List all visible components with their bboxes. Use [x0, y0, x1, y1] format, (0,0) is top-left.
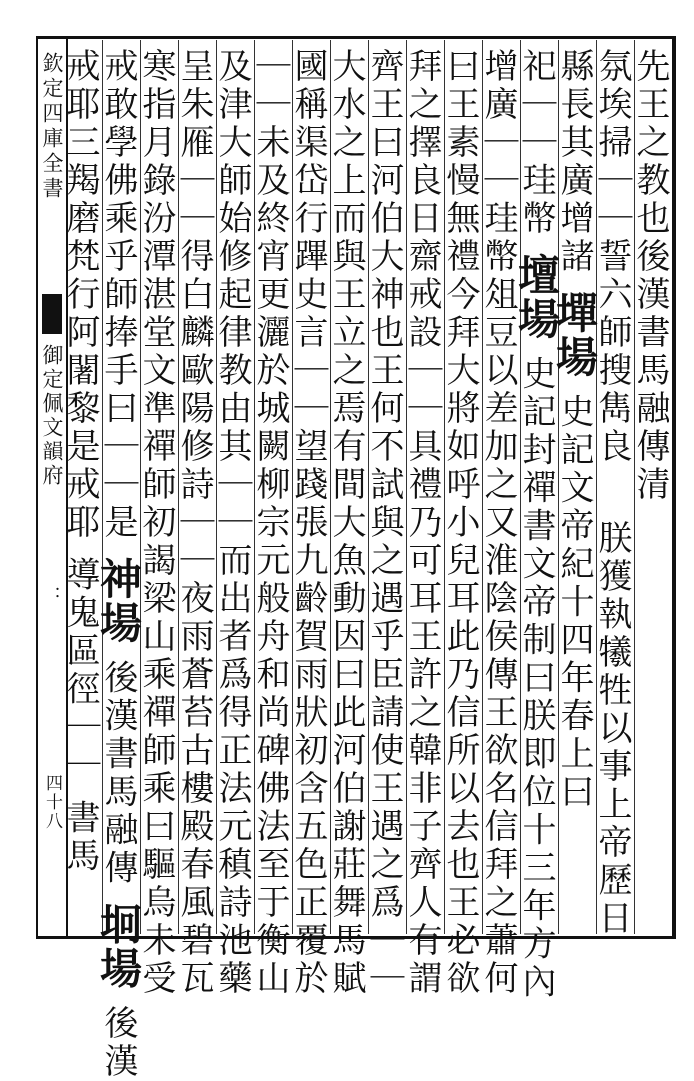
column-text: 曰王素慢無禮今拜大將如呼小兒耳此乃信所以去也王必欲 — [440, 48, 480, 998]
text-column-5 — [478, 48, 520, 998]
text-column-10 — [288, 48, 330, 998]
text-column-6 — [440, 48, 482, 998]
entry-heading: 坰場 — [94, 902, 143, 991]
column-text: 導鬼區徑｜｜ — [60, 556, 100, 785]
text-column-9 — [326, 48, 368, 998]
column-text: 寒指月錄汾潭湛堂文準禪師初謁梁山乘禪師乘曰驅烏未受 — [136, 48, 176, 998]
page-number: 四十八 — [42, 774, 62, 831]
text-column-12 — [212, 48, 254, 998]
text-column-16 — [60, 48, 102, 932]
column-text: 國稱渠岱行蹕史言｜｜望踐張九齡賀雨狀初含五色正覆於 — [288, 48, 328, 998]
column-text: 及津大師始修起律教由其｜｜而出者爲得正法元稹詩池藥 — [212, 48, 252, 998]
frame-top-border — [36, 36, 676, 39]
text-column-1 — [630, 48, 672, 932]
column-text: 拜之擇良日齋戒設｜｜具禮乃可耳王許之韓非子齊人有謂 — [402, 48, 442, 998]
column-text: 後漢書馬融傳 — [98, 659, 138, 888]
column-text: 史記封禪書文帝制曰朕即位十三年方內 — [516, 355, 556, 1002]
gutter-marks: ： — [41, 586, 62, 608]
text-column-13 — [174, 48, 216, 998]
text-column-8 — [364, 48, 406, 998]
book-title: 御定佩文韻府 — [40, 344, 64, 488]
text-column-11 — [250, 48, 292, 998]
column-text: 祀｜｜珪幣 — [516, 48, 556, 238]
text-column-4 — [512, 48, 561, 1002]
text-column-15 — [94, 48, 143, 1081]
column-text: ｜｜未及終宵更灑於城闕柳宗元般舟和尚碑佛法至于衡山 — [250, 48, 290, 998]
column-text: 後漢 — [98, 1005, 138, 1081]
entry-heading: 墠場 — [550, 290, 599, 379]
text-column-14 — [136, 48, 178, 998]
column-text: 朕獲執犧牲以事上帝歷日 — [592, 520, 632, 938]
entry-heading: 神場 — [94, 556, 143, 645]
column-text: 呈朱雁｜｜得白麟歐陽修詩｜｜夜雨蒼苔古樓殿春風碧瓦 — [174, 48, 214, 998]
gutter-left-rule — [36, 36, 38, 939]
column-text: 戒敢學佛乘乎師捧手曰｜｜是 — [98, 48, 138, 542]
collection-title: 欽定四庫全書 — [40, 52, 64, 202]
column-text: 縣長其廣增諸 — [554, 48, 594, 276]
frame-right-border — [672, 36, 676, 939]
column-text: 增廣｜｜珪幣俎豆以差加之又淮陰侯傳王欲名信拜之蕭何 — [478, 48, 518, 998]
text-column-7 — [402, 48, 444, 998]
column-text: 先王之教也後漢書馬融傳清 — [630, 48, 670, 504]
entry-heading: 壇場 — [512, 252, 561, 341]
column-text: 史記文帝紀十四年春上曰 — [554, 393, 594, 812]
column-text: 齊王曰河伯大神也王何不試與之遇乎臣請使王遇之爲｜｜ — [364, 48, 404, 998]
column-text: 大水之上而與王立之焉有間大魚動因曰此河伯謝莊舞馬賦 — [326, 48, 366, 998]
column-text: 書馬 — [60, 799, 100, 876]
text-column-2-lower — [592, 520, 634, 938]
column-text: 氛埃掃｜｜誓六師搜雋良 — [592, 48, 632, 466]
column-text: 戒耶三羯磨梵行阿闍黎是戒耶 — [60, 48, 100, 542]
